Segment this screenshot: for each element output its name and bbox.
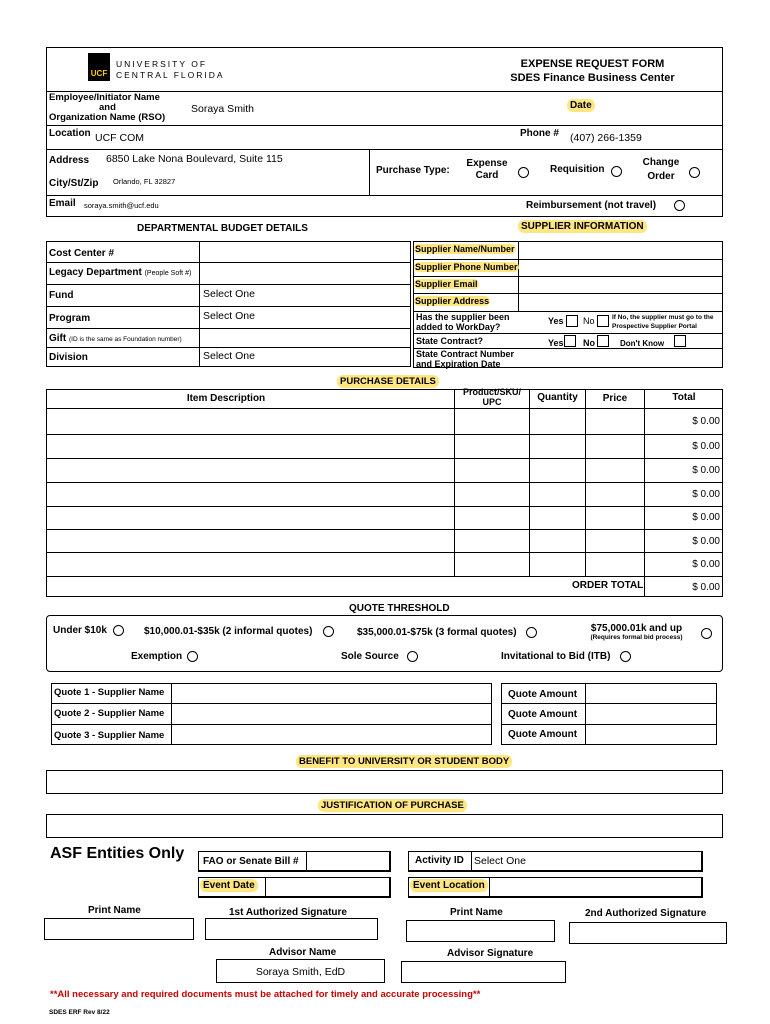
division-label: Division (49, 352, 88, 363)
benefit-input[interactable] (46, 770, 723, 794)
supplier-address-input[interactable] (519, 294, 722, 311)
quote-3-supplier-input[interactable] (172, 725, 491, 745)
ucf-logo (88, 53, 110, 81)
portal-note: If No, the supplier must go to the Prospective Supplier Portal (612, 314, 714, 330)
reimbursement-label: Reimbursement (not travel) (526, 200, 657, 211)
date-label: Date (567, 99, 595, 112)
row-total-1: $ 0.00 (692, 416, 720, 427)
location-value[interactable]: UCF COM (95, 132, 144, 144)
tier-2-radio[interactable] (323, 626, 334, 637)
tier-3-radio[interactable] (526, 627, 537, 638)
quote-1-supplier-input[interactable] (172, 684, 491, 703)
print-name-2-label: Print Name (450, 907, 503, 918)
row-total-6: $ 0.00 (692, 536, 720, 547)
under-10k-label: Under $10k (53, 625, 107, 636)
change-order-label: Change Order (642, 157, 680, 182)
legacy-dept-label: Legacy Department (People Soft #) (49, 267, 192, 278)
supplier-name-label: Supplier Name/Number (415, 244, 515, 254)
col-item-description: Item Description (186, 393, 266, 404)
requisition-label: Requisition (550, 164, 605, 175)
print-name-1-label: Print Name (88, 905, 141, 916)
fao-label: FAO or Senate Bill # (203, 856, 299, 867)
budget-title: DEPARTMENTAL BUDGET DETAILS (137, 223, 308, 234)
ucf-logo-text: UCF (90, 69, 108, 78)
footer-rev: SDES ERF Rev 8/22 (49, 1009, 110, 1016)
auth-sig-2-label: 2nd Authorized Signature (585, 908, 707, 919)
workday-no-label: No (583, 316, 595, 326)
quote-2-label: Quote 2 - Supplier Name (54, 708, 165, 719)
workday-yes-checkbox[interactable] (566, 315, 578, 327)
state-contract-yes-checkbox[interactable] (564, 335, 576, 347)
under-10k-radio[interactable] (113, 625, 124, 636)
event-location-input[interactable] (490, 878, 701, 896)
sole-source-radio[interactable] (407, 651, 418, 662)
event-date-input[interactable] (266, 878, 389, 896)
address-value[interactable]: 6850 Lake Nona Boulevard, Suite 115 (106, 153, 283, 165)
state-contract-number-label: State Contract Number and Expiration Date (416, 349, 515, 369)
advisor-name-label: Advisor Name (269, 947, 337, 958)
activity-id-label: Activity ID (415, 855, 464, 866)
email-label: Email (49, 198, 76, 209)
expense-card-label: Expense Card (466, 158, 508, 181)
cost-center-label: Cost Center # (49, 248, 115, 259)
row-total-3: $ 0.00 (692, 465, 720, 476)
tier-4-radio[interactable] (701, 628, 712, 639)
city-value[interactable]: Orlando, FL 32827 (113, 177, 176, 186)
exemption-label: Exemption (131, 651, 183, 662)
state-contract-yes-label: Yes (548, 338, 564, 348)
order-total-label: ORDER TOTAL (572, 580, 644, 591)
workday-label: Has the supplier been added to WorkDay? (416, 312, 510, 332)
quote-1-amount-label: Quote Amount (508, 689, 578, 700)
fund-label: Fund (49, 290, 74, 301)
auth-sig-2-input[interactable] (569, 922, 727, 944)
fao-input[interactable] (307, 852, 389, 870)
city-label: City/St/Zip (49, 178, 99, 189)
auth-sig-1-input[interactable] (205, 918, 378, 940)
state-contract-number-input[interactable] (519, 349, 722, 367)
supplier-name-input[interactable] (519, 242, 722, 259)
order-total-value: $ 0.00 (692, 582, 720, 593)
quote-threshold-title: QUOTE THRESHOLD (349, 603, 450, 614)
quote-3-label: Quote 3 - Supplier Name (54, 730, 165, 741)
row-total-4: $ 0.00 (692, 489, 720, 500)
quote-3-amount-label: Quote Amount (508, 729, 578, 740)
supplier-address-label: Supplier Address (415, 296, 490, 306)
asf-title: ASF Entities Only (50, 845, 185, 862)
exemption-radio[interactable] (187, 651, 198, 662)
row-total-5: $ 0.00 (692, 512, 720, 523)
col-price: Price (602, 393, 628, 404)
legacy-dept-input[interactable] (200, 263, 410, 284)
change-order-radio[interactable] (689, 167, 700, 178)
supplier-phone-input[interactable] (519, 260, 722, 276)
purchase-details-title: PURCHASE DETAILS (337, 375, 439, 388)
supplier-email-label: Supplier Email (415, 279, 478, 289)
purchase-table (46, 389, 723, 597)
sole-source-label: Sole Source (341, 651, 399, 662)
dont-know-checkbox[interactable] (674, 335, 686, 347)
program-select[interactable]: Select One (203, 310, 255, 322)
address-label: Address (49, 155, 90, 166)
tier-2-label: $10,000.01-$35k (2 informal quotes) (144, 626, 313, 637)
quote-3-amount-input[interactable] (586, 725, 716, 745)
program-label: Program (49, 313, 91, 324)
quote-1-amount-input[interactable] (586, 684, 716, 703)
gift-input[interactable] (200, 329, 410, 347)
phone-label: Phone # (520, 128, 559, 139)
supplier-email-input[interactable] (519, 277, 722, 293)
advisor-sig-input[interactable] (401, 961, 566, 983)
row-total-7: $ 0.00 (692, 559, 720, 570)
quote-2-amount-label: Quote Amount (508, 709, 578, 720)
state-contract-label: State Contract? (416, 336, 484, 346)
auth-sig-1-label: 1st Authorized Signature (229, 907, 347, 918)
tier-3-label: $35,000.01-$75k (3 formal quotes) (357, 627, 517, 638)
state-contract-no-checkbox[interactable] (597, 335, 609, 347)
tier-4-label: $75,000.01k and up (Requires formal bid process) (590, 623, 683, 641)
col-total: Total (672, 392, 696, 403)
advisor-sig-label: Advisor Signature (447, 948, 534, 959)
location-label: Location (49, 128, 91, 139)
fund-select[interactable]: Select One (203, 288, 255, 300)
print-name-2-input[interactable] (406, 920, 555, 942)
email-value[interactable]: soraya.smith@ucf.edu (84, 201, 159, 210)
col-product-sku: Product/SKU/ UPC (462, 387, 521, 407)
advisor-name-value: Soraya Smith, EdD (255, 966, 346, 978)
requisition-radio[interactable] (611, 166, 622, 177)
form-title: EXPENSE REQUEST FORM SDES Finance Business Center (510, 58, 675, 84)
university-name: UNIVERSITY OF CENTRAL FLORIDA (116, 59, 225, 80)
employee-value[interactable]: Soraya Smith (191, 103, 255, 115)
dont-know-label: Don't Know (620, 339, 665, 348)
phone-value[interactable]: (407) 266-1359 (570, 132, 642, 144)
itb-radio[interactable] (620, 651, 631, 662)
row-total-2: $ 0.00 (692, 441, 720, 452)
advisor-name-input[interactable] (216, 959, 385, 983)
quote-2-amount-input[interactable] (586, 704, 716, 724)
quote-1-label: Quote 1 - Supplier Name (54, 687, 165, 698)
division-select[interactable]: Select One (203, 350, 255, 362)
col-quantity: Quantity (537, 392, 578, 403)
expense-card-radio[interactable] (518, 167, 529, 178)
benefit-title: BENEFIT TO UNIVERSITY OR STUDENT BODY (296, 755, 512, 768)
employee-label: Employee/Initiator Name and Organization Name (RSO) (49, 92, 166, 123)
itb-label: Invitational to Bid (ITB) (501, 651, 611, 662)
activity-id-select[interactable]: Select One (474, 855, 526, 867)
supplier-title: SUPPLIER INFORMATION (518, 220, 647, 233)
print-name-1-input[interactable] (44, 918, 194, 940)
justification-title: JUSTIFICATION OF PURCHASE (318, 799, 467, 812)
footer-notice: **All necessary and required documents must be attached for timely and accurate processing** (50, 989, 481, 1000)
event-date-label: Event Date (200, 879, 258, 892)
workday-no-checkbox[interactable] (597, 315, 609, 327)
justification-input[interactable] (46, 814, 723, 838)
reimbursement-radio[interactable] (674, 200, 685, 211)
purchase-type-label: Purchase Type: (376, 165, 450, 176)
cost-center-input[interactable] (200, 242, 410, 262)
workday-yes-label: Yes (548, 316, 564, 326)
gift-label: Gift (ID is the same as Foundation number) (49, 333, 182, 344)
state-contract-no-label: No (583, 338, 595, 348)
quote-2-supplier-input[interactable] (172, 704, 491, 724)
event-location-label: Event Location (410, 879, 488, 892)
supplier-phone-label: Supplier Phone Number (415, 262, 518, 272)
